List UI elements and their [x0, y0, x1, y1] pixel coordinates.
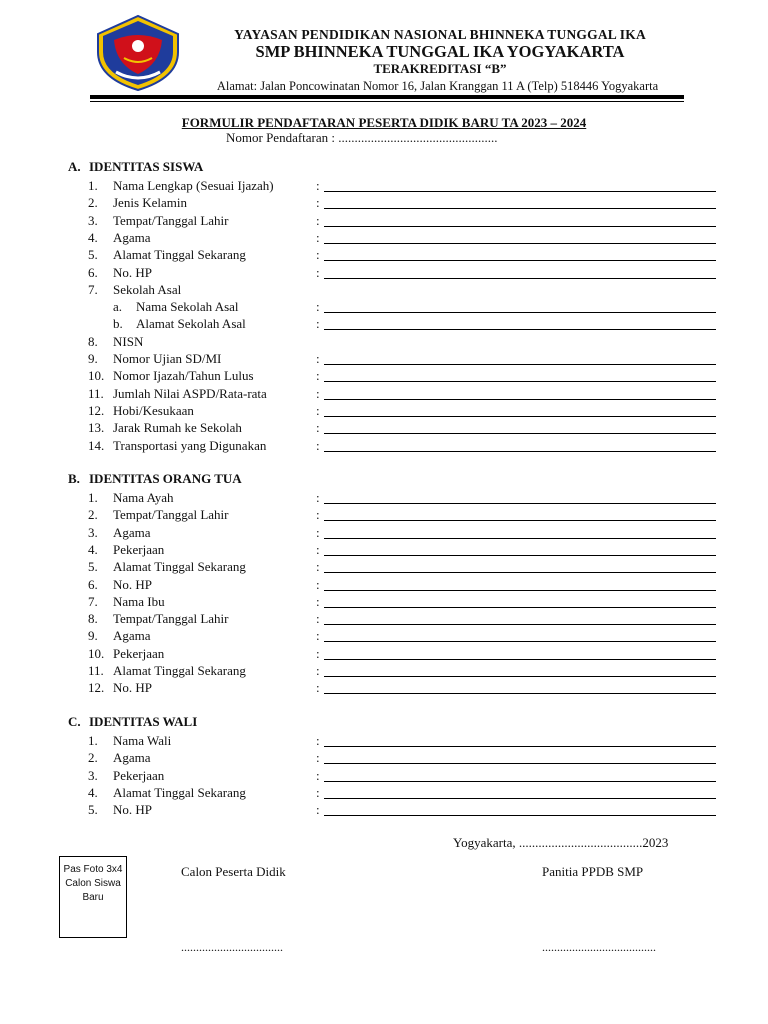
- item-number: 12.: [88, 680, 105, 696]
- item-number: 4.: [88, 541, 98, 557]
- form-row: [0, 246, 768, 263]
- form-row: [0, 281, 768, 298]
- item-number: 10.: [88, 368, 105, 384]
- item-label: Jenis Kelamin: [113, 195, 188, 211]
- item-colon: :: [316, 767, 320, 783]
- item-number: 14.: [88, 437, 105, 453]
- item-input-line[interactable]: [324, 191, 716, 192]
- form-row: [0, 315, 768, 332]
- item-colon: :: [316, 229, 320, 245]
- item-number: 1.: [88, 178, 98, 193]
- item-number: 11.: [88, 385, 104, 401]
- item-colon: :: [316, 576, 320, 592]
- item-input-line[interactable]: [324, 572, 716, 573]
- item-input-line[interactable]: [324, 676, 716, 677]
- item-colon: :: [316, 490, 320, 505]
- item-input-line[interactable]: [324, 624, 716, 625]
- item-colon: :: [316, 559, 320, 575]
- item-number: 13.: [88, 420, 105, 436]
- form-row: [0, 784, 768, 801]
- item-input-line[interactable]: [324, 243, 716, 244]
- item-colon: :: [316, 299, 320, 315]
- item-label: Hobi/Kesukaan: [113, 402, 194, 418]
- form-row: [0, 437, 768, 454]
- item-input-line[interactable]: [324, 433, 716, 434]
- item-number: 12.: [88, 402, 105, 418]
- item-number: 2.: [88, 195, 98, 211]
- item-label: No. HP: [113, 264, 153, 280]
- item-colon: :: [316, 316, 320, 332]
- item-number: 10.: [88, 645, 105, 661]
- item-label: Jarak Rumah ke Sekolah: [113, 420, 242, 436]
- item-colon: :: [316, 645, 320, 661]
- item-label: Nama Sekolah Asal: [136, 299, 239, 315]
- section-heading: IDENTITAS ORANG TUA: [89, 471, 242, 486]
- item-label: NISN: [113, 333, 144, 349]
- item-input-line[interactable]: [324, 590, 716, 591]
- item-input-line[interactable]: [324, 278, 716, 279]
- item-input-line[interactable]: [324, 520, 716, 521]
- item-label: Nama Wali: [113, 733, 172, 748]
- form-row: [0, 679, 768, 696]
- item-colon: :: [316, 750, 320, 766]
- form-row: [0, 298, 768, 315]
- item-number: 1.: [88, 733, 98, 748]
- item-input-line[interactable]: [324, 641, 716, 642]
- item-label: Agama: [113, 229, 151, 245]
- form-row: [0, 402, 768, 419]
- item-label: Tempat/Tanggal Lahir: [113, 611, 229, 627]
- item-colon: :: [316, 593, 320, 609]
- form-row: [0, 489, 768, 506]
- section-letter: B.: [68, 471, 80, 486]
- form-row: [0, 767, 768, 784]
- item-colon: :: [316, 264, 320, 280]
- form-row: [0, 264, 768, 281]
- item-number: b.: [113, 316, 123, 332]
- item-colon: :: [316, 420, 320, 436]
- item-number: 7.: [88, 593, 98, 609]
- item-colon: :: [316, 680, 320, 696]
- item-number: 6.: [88, 576, 98, 592]
- item-number: 5.: [88, 247, 98, 263]
- form-row: [0, 558, 768, 575]
- item-number: 9.: [88, 628, 98, 644]
- item-input-line[interactable]: [324, 329, 716, 330]
- section-title-b: [68, 471, 242, 487]
- item-number: 1.: [88, 490, 98, 505]
- item-number: 5.: [88, 802, 98, 818]
- item-label: Tempat/Tanggal Lahir: [113, 507, 229, 523]
- item-input-line[interactable]: [324, 693, 716, 694]
- form-row: [0, 662, 768, 679]
- form-row: [0, 419, 768, 436]
- school-logo-icon: [94, 12, 182, 92]
- form-row: [0, 194, 768, 211]
- item-label: Pekerjaan: [113, 541, 165, 557]
- form-row: [0, 576, 768, 593]
- item-label: Alamat Tinggal Sekarang: [113, 247, 246, 263]
- place-date-field[interactable]: Yogyakarta, ......................................2023: [453, 835, 669, 850]
- section-letter: A.: [68, 159, 81, 174]
- form-row: [0, 229, 768, 246]
- item-input-line[interactable]: [324, 416, 716, 417]
- item-colon: :: [316, 212, 320, 228]
- item-colon: :: [316, 195, 320, 211]
- item-colon: :: [316, 733, 320, 748]
- item-colon: :: [316, 368, 320, 384]
- item-label: Alamat Sekolah Asal: [136, 316, 246, 332]
- item-input-line[interactable]: [324, 763, 716, 764]
- form-row: [0, 333, 768, 350]
- registration-number-field[interactable]: Nomor Pendaftaran : .................................................: [226, 130, 498, 145]
- header-rule-thick: [90, 95, 684, 99]
- item-number: 5.: [88, 559, 98, 575]
- item-label: Jumlah Nilai ASPD/Rata-rata: [113, 385, 267, 401]
- item-input-line[interactable]: [324, 746, 716, 747]
- item-number: 2.: [88, 507, 98, 523]
- form-row: [0, 645, 768, 662]
- item-input-line[interactable]: [324, 503, 716, 504]
- item-label: Alamat Tinggal Sekarang: [113, 663, 246, 678]
- item-colon: :: [316, 611, 320, 627]
- form-row: [0, 367, 768, 384]
- item-number: 6.: [88, 264, 98, 280]
- school-address: Alamat: Jalan Poncowinatan Nomor 16, Jalan Kranggan 11 A (Telp) 518446 Yogyakarta: [216, 79, 659, 93]
- form-title: FORMULIR PENDAFTARAN PESERTA DIDIK BARU TA 2023 – 2024: [181, 115, 587, 130]
- item-colon: :: [316, 784, 320, 800]
- item-number: 3.: [88, 767, 98, 783]
- item-label: Agama: [113, 750, 151, 766]
- signer-committee: Panitia PPDB SMP: [542, 864, 644, 879]
- item-colon: :: [316, 351, 320, 366]
- item-number: 9.: [88, 351, 98, 366]
- item-label: Agama: [113, 524, 151, 540]
- item-input-line[interactable]: [324, 607, 716, 608]
- form-row: [0, 541, 768, 558]
- item-input-line[interactable]: [324, 798, 716, 799]
- item-label: Alamat Tinggal Sekarang: [113, 559, 246, 575]
- section-title-c: [68, 714, 197, 730]
- item-input-line[interactable]: [324, 659, 716, 660]
- item-colon: :: [316, 385, 320, 401]
- photo-label: Pas Foto 3x4 Calon Siswa Baru: [63, 864, 123, 903]
- item-input-line[interactable]: [324, 381, 716, 382]
- item-label: Nomor Ujian SD/MI: [113, 351, 222, 366]
- item-number: 11.: [88, 663, 104, 678]
- school-name: SMP BHINNEKA TUNGGAL IKA YOGYAKARTA: [255, 42, 625, 61]
- form-row: [0, 524, 768, 541]
- item-input-line[interactable]: [324, 538, 716, 539]
- item-colon: :: [316, 247, 320, 263]
- item-number: 2.: [88, 750, 98, 766]
- item-number: 7.: [88, 281, 98, 297]
- section-letter: C.: [68, 714, 81, 729]
- item-label: Alamat Tinggal Sekarang: [113, 784, 246, 800]
- item-label: Nama Ayah: [113, 490, 174, 505]
- form-row: [0, 506, 768, 523]
- item-label: Tempat/Tanggal Lahir: [113, 212, 229, 228]
- item-label: Transportasi yang Digunakan: [113, 437, 267, 453]
- item-input-line[interactable]: [324, 451, 716, 452]
- accreditation: TERAKREDITASI “B”: [373, 61, 507, 76]
- item-colon: :: [316, 507, 320, 523]
- item-number: 8.: [88, 333, 98, 349]
- section-title-a: [68, 159, 203, 175]
- item-colon: :: [316, 437, 320, 453]
- item-input-line[interactable]: [324, 208, 716, 209]
- signature-line-committee[interactable]: ......................................: [542, 940, 656, 954]
- item-colon: :: [316, 402, 320, 418]
- item-label: No. HP: [113, 802, 153, 818]
- item-label: No. HP: [113, 680, 153, 696]
- form-row: [0, 610, 768, 627]
- item-label: Pekerjaan: [113, 645, 165, 661]
- item-number: 4.: [88, 229, 98, 245]
- foundation-name: YAYASAN PENDIDIKAN NASIONAL BHINNEKA TUNGGAL IKA: [234, 27, 646, 42]
- item-input-line[interactable]: [324, 260, 716, 261]
- form-row: [0, 801, 768, 818]
- item-input-line[interactable]: [324, 555, 716, 556]
- item-input-line[interactable]: [324, 781, 716, 782]
- item-colon: :: [316, 663, 320, 678]
- item-colon: :: [316, 541, 320, 557]
- header-rule-thin: [90, 101, 684, 102]
- item-label: Nama Lengkap (Sesuai Ijazah): [113, 178, 274, 193]
- item-label: Pekerjaan: [113, 767, 165, 783]
- form-row: [0, 732, 768, 749]
- form-row: [0, 593, 768, 610]
- form-row: [0, 212, 768, 229]
- item-label: No. HP: [113, 576, 153, 592]
- item-colon: :: [316, 802, 320, 818]
- form-row: [0, 350, 768, 367]
- photo-placeholder: [59, 856, 127, 938]
- item-input-line[interactable]: [324, 226, 716, 227]
- item-colon: :: [316, 178, 320, 193]
- section-heading: IDENTITAS WALI: [89, 714, 198, 729]
- form-row: [0, 627, 768, 644]
- form-row: [0, 385, 768, 402]
- form-row: [0, 177, 768, 194]
- item-label: Agama: [113, 628, 151, 644]
- item-number: 4.: [88, 784, 98, 800]
- item-input-line[interactable]: [324, 399, 716, 400]
- item-label: Sekolah Asal: [113, 281, 182, 297]
- section-heading: IDENTITAS SISWA: [89, 159, 204, 174]
- item-number: a.: [113, 299, 123, 315]
- item-number: 3.: [88, 524, 98, 540]
- item-input-line[interactable]: [324, 815, 716, 816]
- form-row: [0, 749, 768, 766]
- item-label: Nama Ibu: [113, 593, 165, 609]
- signature-line-student[interactable]: ..................................: [181, 940, 283, 954]
- item-colon: :: [316, 524, 320, 540]
- item-number: 3.: [88, 212, 98, 228]
- item-input-line[interactable]: [324, 312, 716, 313]
- item-number: 8.: [88, 611, 98, 627]
- signer-student: Calon Peserta Didik: [181, 864, 286, 879]
- item-input-line[interactable]: [324, 364, 716, 365]
- item-colon: :: [316, 628, 320, 644]
- item-label: Nomor Ijazah/Tahun Lulus: [113, 368, 254, 384]
